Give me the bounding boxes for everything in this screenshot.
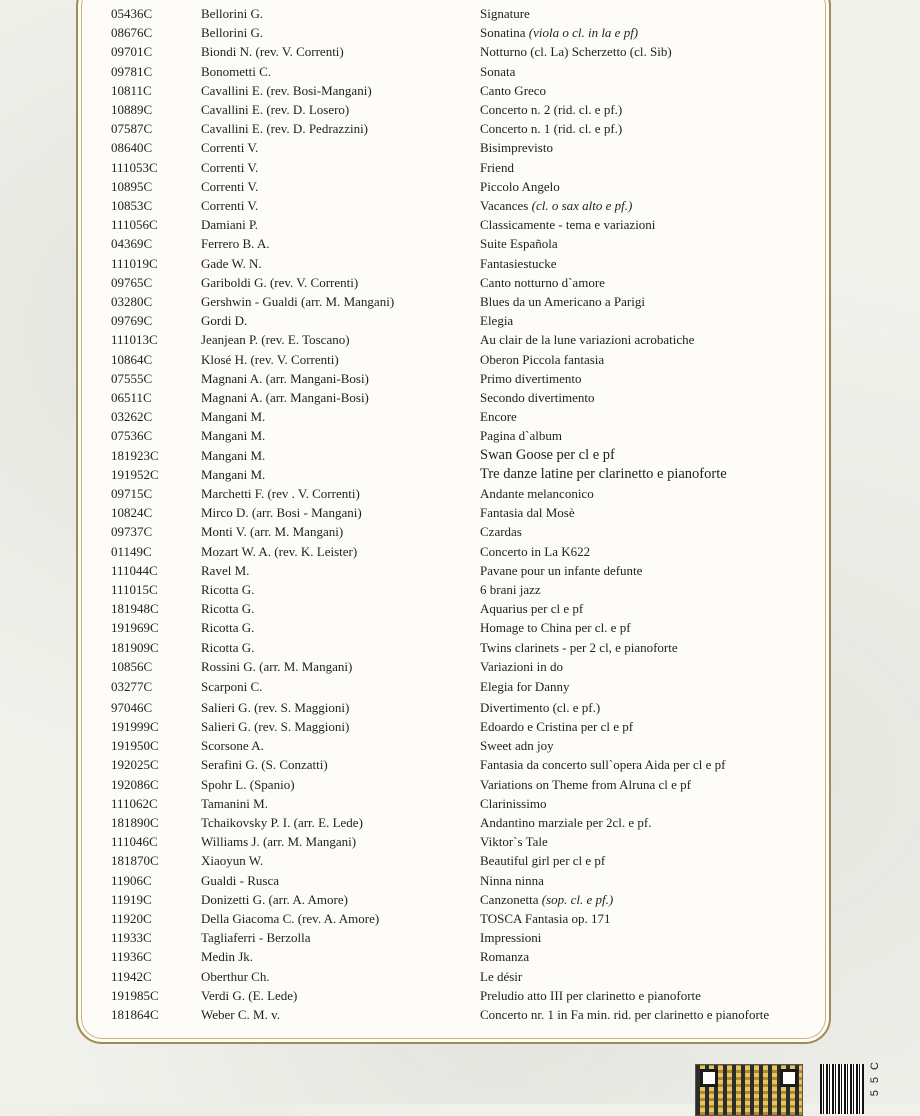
catalog-title xyxy=(480,698,600,717)
catalog-row xyxy=(0,813,920,832)
catalog-author: Ricotta G. xyxy=(201,582,255,597)
catalog-code: 10889C xyxy=(111,102,153,117)
catalog-code: 181923C xyxy=(111,447,159,463)
catalog-author: Xiaoyun W. xyxy=(201,853,264,869)
catalog-row xyxy=(0,369,920,388)
catalog-title xyxy=(480,62,515,81)
catalog-title xyxy=(480,928,541,947)
catalog-title-text: Pavane pour un infante defunte xyxy=(480,562,643,578)
catalog-title xyxy=(480,23,638,42)
catalog-code: 10853C xyxy=(111,198,153,213)
catalog-author: Ricotta G. xyxy=(201,639,255,655)
catalog-row xyxy=(0,446,920,465)
catalog-title xyxy=(480,871,544,890)
catalog-title-text: Divertimento (cl. e pf.) xyxy=(480,699,601,715)
catalog-title-text: Sonata xyxy=(480,63,516,79)
catalog-row xyxy=(0,62,920,81)
catalog-title-text: Romanza xyxy=(480,949,530,965)
catalog-title-text: Aquarius per cl e pf xyxy=(480,601,584,617)
catalog-code: 09715C xyxy=(111,486,153,501)
catalog-title xyxy=(480,561,642,580)
catalog-author: Magnani A. (arr. Mangani-Bosi) xyxy=(201,370,369,386)
catalog-row xyxy=(0,311,920,330)
catalog-row xyxy=(0,254,920,273)
catalog-title-text: Andantino marziale per 2cl. e pf. xyxy=(480,815,652,830)
catalog-author: Marchetti F. (rev . V. Correnti) xyxy=(201,486,360,501)
catalog-title-text: Oberon Piccola fantasia xyxy=(480,351,605,367)
catalog-row xyxy=(0,522,920,541)
catalog-author: Scarponi C. xyxy=(201,679,263,695)
catalog-title-text: Canto notturno d`amore xyxy=(480,274,605,290)
catalog-code: 97046C xyxy=(111,699,153,715)
catalog-code: 181864C xyxy=(111,1007,159,1022)
catalog-row xyxy=(0,832,920,851)
catalog-title-text: Impressioni xyxy=(480,930,542,946)
barcode xyxy=(820,1064,864,1114)
catalog-row xyxy=(0,561,920,580)
catalog-row xyxy=(0,717,920,736)
catalog-title-text: Suite Española xyxy=(480,236,558,252)
catalog-code: 10824C xyxy=(111,505,153,521)
catalog-code: 07587C xyxy=(111,121,153,137)
catalog-author: Bonometti C. xyxy=(201,63,272,79)
catalog-row xyxy=(0,273,920,292)
catalog-author: Spohr L. (Spanio) xyxy=(201,776,295,792)
catalog-row xyxy=(0,158,920,177)
catalog-author: Correnti V. xyxy=(201,159,259,175)
catalog-title xyxy=(480,775,691,794)
catalog-row xyxy=(0,794,920,813)
catalog-author: Correnti V. xyxy=(201,178,259,194)
catalog-row xyxy=(0,465,920,484)
catalog-row xyxy=(0,928,920,947)
catalog-title xyxy=(480,446,615,465)
catalog-title-text: Variations on Theme from Alruna cl e pf xyxy=(480,776,691,792)
catalog-author: Gershwin - Gualdi (arr. M. Mangani) xyxy=(201,294,395,309)
catalog-row xyxy=(0,484,920,503)
catalog-title-text: Concerto n. 2 (rid. cl. e pf.) xyxy=(480,102,623,117)
catalog-title-text: Fantasia dal Mosè xyxy=(480,505,575,521)
catalog-author: Verdi G. (E. Lede) xyxy=(201,987,298,1003)
catalog-title-text: Variazioni in do xyxy=(480,658,564,674)
catalog-title-note: (viola o cl. in la e pf) xyxy=(528,25,639,41)
catalog-author: Cavallini E. (rev. Bosi-Mangani) xyxy=(201,82,372,98)
catalog-title xyxy=(480,81,546,100)
catalog-row xyxy=(0,851,920,870)
catalog-title-text: Fantasia da concerto sull`opera Aida per cl e pf xyxy=(480,757,726,773)
catalog-code: 191969C xyxy=(111,620,159,636)
catalog-row xyxy=(0,350,920,369)
catalog-title xyxy=(480,215,655,234)
catalog-code: 111056C xyxy=(111,217,158,233)
catalog-title xyxy=(480,947,529,966)
catalog-title xyxy=(480,832,548,851)
catalog-code: 09765C xyxy=(111,274,153,290)
catalog-title-text: Preludio atto III per clarinetto e pianoforte xyxy=(480,987,701,1003)
catalog-row xyxy=(0,677,920,696)
catalog-row xyxy=(0,947,920,966)
catalog-code: 191950C xyxy=(111,738,159,754)
catalog-title-text: Tre danze latine per clarinetto e pianoforte xyxy=(480,465,727,482)
catalog-code: 06511C xyxy=(111,390,152,405)
catalog-code: 192025C xyxy=(111,757,159,773)
catalog-code: 05436C xyxy=(111,6,153,21)
catalog-author: Biondi N. (rev. V. Correnti) xyxy=(201,44,344,60)
catalog-title-text: Edoardo e Cristina per cl e pf xyxy=(480,719,634,734)
catalog-title-text: 6 brani jazz xyxy=(480,582,541,597)
catalog-code: 191999C xyxy=(111,719,159,734)
catalog-title-text: Elegia for Danny xyxy=(480,679,570,695)
catalog-code: 03280C xyxy=(111,294,153,309)
catalog-title xyxy=(480,407,517,426)
catalog-title xyxy=(480,330,694,349)
catalog-code: 191952C xyxy=(111,466,159,482)
catalog-title xyxy=(480,254,557,273)
catalog-title-text: Clarinissimo xyxy=(480,795,547,811)
catalog-row xyxy=(0,638,920,657)
catalog-row xyxy=(0,330,920,349)
catalog-author: Correnti V. xyxy=(201,140,259,156)
catalog-author: Salieri G. (rev. S. Maggioni) xyxy=(201,719,350,734)
catalog-title xyxy=(480,967,522,986)
catalog-code: 09701C xyxy=(111,44,153,60)
catalog-title-text: Notturno (cl. La) Scherzetto (cl. Sib) xyxy=(480,44,672,60)
catalog-code: 11919C xyxy=(111,891,152,907)
catalog-row xyxy=(0,618,920,637)
catalog-title xyxy=(480,851,605,870)
catalog-code: 111062C xyxy=(111,795,158,811)
catalog-author: Ricotta G. xyxy=(201,601,255,617)
catalog-author: Serafini G. (S. Conzatti) xyxy=(201,757,328,773)
catalog-title xyxy=(480,813,651,832)
catalog-code: 11942C xyxy=(111,968,152,984)
catalog-row xyxy=(0,196,920,215)
catalog-row xyxy=(0,138,920,157)
catalog-title-note: (sop. cl. e pf.) xyxy=(541,891,614,907)
catalog-title-text: Swan Goose per cl e pf xyxy=(480,446,615,463)
catalog-code: 09769C xyxy=(111,313,153,329)
catalog-title xyxy=(480,196,632,215)
catalog-title-text: Viktor`s Tale xyxy=(480,834,548,850)
catalog-author: Damiani P. xyxy=(201,217,259,233)
catalog-author: Della Giacoma C. (rev. A. Amore) xyxy=(201,911,380,926)
catalog-title xyxy=(480,755,725,774)
catalog-code: 11936C xyxy=(111,949,152,965)
catalog-code: 11933C xyxy=(111,930,152,946)
catalog-author: Gade W. N. xyxy=(201,255,262,271)
catalog-author: Mirco D. (arr. Bosi - Mangani) xyxy=(201,505,362,521)
catalog-title xyxy=(480,522,522,541)
catalog-row xyxy=(0,755,920,774)
catalog-author: Correnti V. xyxy=(201,198,259,213)
catalog-author: Ferrero B. A. xyxy=(201,236,270,252)
catalog-author: Oberthur Ch. xyxy=(201,968,270,984)
catalog-author: Weber C. M. v. xyxy=(201,1007,280,1022)
catalog-title xyxy=(480,426,562,445)
catalog-title-text: Secondo divertimento xyxy=(480,390,595,405)
catalog-row xyxy=(0,42,920,61)
catalog-code: 111019C xyxy=(111,255,158,271)
catalog-title-text: Fantasiestucke xyxy=(480,255,557,271)
catalog-title-text: Signature xyxy=(480,6,530,21)
catalog-title-text: Au clair de la lune variazioni acrobatiche xyxy=(480,332,695,348)
catalog-title-note: (cl. o sax alto e pf.) xyxy=(531,198,633,213)
catalog-title xyxy=(480,599,583,618)
catalog-title-text: Beautiful girl per cl e pf xyxy=(480,853,606,869)
catalog-row xyxy=(0,177,920,196)
catalog-title-text: Sweet adn joy xyxy=(480,738,554,754)
catalog-code: 10864C xyxy=(111,351,153,367)
catalog-title-text: Blues da un Americano a Parigi xyxy=(480,294,645,309)
catalog-title-text: Le désir xyxy=(480,968,523,984)
catalog-code: 181890C xyxy=(111,815,159,830)
catalog-row xyxy=(0,871,920,890)
catalog-title-text: TOSCA Fantasia op. 171 xyxy=(480,911,611,926)
catalog-row xyxy=(0,503,920,522)
catalog-author: Mangani M. xyxy=(201,466,266,482)
catalog-code: 10856C xyxy=(111,658,153,674)
catalog-title xyxy=(480,909,611,928)
catalog-author: Medin Jk. xyxy=(201,949,253,965)
catalog-title xyxy=(480,4,530,23)
catalog-row xyxy=(0,23,920,42)
catalog-row xyxy=(0,407,920,426)
catalog-code: 11906C xyxy=(111,872,152,888)
catalog-code: 181870C xyxy=(111,853,159,869)
qr-code xyxy=(695,1064,803,1116)
catalog-title xyxy=(480,311,513,330)
catalog-title xyxy=(480,890,613,909)
catalog-row xyxy=(0,542,920,561)
catalog-author: Bellorini G. xyxy=(201,6,264,21)
catalog-code: 10811C xyxy=(111,82,152,98)
catalog-row xyxy=(0,234,920,253)
catalog-author: Mangani M. xyxy=(201,428,266,444)
catalog-code: 111015C xyxy=(111,582,158,597)
catalog-title xyxy=(480,736,554,755)
catalog-author: Donizetti G. (arr. A. Amore) xyxy=(201,891,348,907)
catalog-row xyxy=(0,580,920,599)
catalog-row xyxy=(0,986,920,1005)
catalog-author: Ricotta G. xyxy=(201,620,255,636)
catalog-title xyxy=(480,158,514,177)
catalog-author: Tchaikovsky P. I. (arr. E. Lede) xyxy=(201,815,363,830)
catalog-row xyxy=(0,4,920,23)
catalog-author: Mangani M. xyxy=(201,409,266,425)
catalog-title xyxy=(480,580,541,599)
catalog-row xyxy=(0,657,920,676)
catalog-row xyxy=(0,890,920,909)
catalog-row xyxy=(0,119,920,138)
catalog-title-text: Classicamente - tema e variazioni xyxy=(480,217,656,233)
catalog-code: 181909C xyxy=(111,639,159,655)
catalog-title xyxy=(480,484,594,503)
catalog-code: 09737C xyxy=(111,524,153,540)
catalog-title-text: Friend xyxy=(480,159,514,175)
catalog-title xyxy=(480,638,678,657)
catalog-row xyxy=(0,967,920,986)
catalog-title-text: Pagina d`album xyxy=(480,428,562,444)
catalog-row xyxy=(0,736,920,755)
catalog-author: Bellorini G. xyxy=(201,25,264,41)
qr-finder-icon xyxy=(780,1069,798,1087)
catalog-title-text: Bisimprevisto xyxy=(480,140,553,156)
catalog-title xyxy=(480,369,581,388)
catalog-title-text: Ninna ninna xyxy=(480,872,544,888)
catalog-code: 03262C xyxy=(111,409,153,425)
catalog-title xyxy=(480,234,558,253)
catalog-title xyxy=(480,273,605,292)
catalog-row xyxy=(0,215,920,234)
catalog-code: 04369C xyxy=(111,236,153,252)
catalog-author: Mozart W. A. (rev. K. Leister) xyxy=(201,543,358,559)
catalog-row xyxy=(0,698,920,717)
catalog-title xyxy=(480,986,701,1005)
catalog-title xyxy=(480,465,727,484)
catalog-author: Monti V. (arr. M. Mangani) xyxy=(201,524,344,540)
catalog-title xyxy=(480,657,563,676)
catalog-title xyxy=(480,138,553,157)
catalog-code: 08640C xyxy=(111,140,153,156)
catalog-title-text: Twins clarinets - per 2 cl, e pianoforte xyxy=(480,639,678,655)
catalog-title-text: Encore xyxy=(480,409,517,425)
catalog-code: 09781C xyxy=(111,63,153,79)
catalog-title-text: Czardas xyxy=(480,524,522,540)
catalog-row xyxy=(0,775,920,794)
catalog-title-text: Primo divertimento xyxy=(480,370,582,386)
catalog-title xyxy=(480,388,594,407)
catalog-code: 10895C xyxy=(111,178,153,194)
catalog-row xyxy=(0,1005,920,1024)
catalog-code: 01149C xyxy=(111,543,152,559)
catalog-title xyxy=(480,1005,769,1024)
catalog-title xyxy=(480,503,575,522)
catalog-author: Klosé H. (rev. V. Correnti) xyxy=(201,351,339,367)
catalog-row xyxy=(0,100,920,119)
catalog-code: 111053C xyxy=(111,159,158,175)
catalog-code: 181948C xyxy=(111,601,159,617)
catalog-author: Mangani M. xyxy=(201,447,266,463)
catalog-title-text: Concerto n. 1 (rid. cl. e pf.) xyxy=(480,121,623,137)
catalog-title xyxy=(480,542,590,561)
catalog-title-text: Homage to China per cl. e pf xyxy=(480,620,631,636)
catalog-row xyxy=(0,292,920,311)
catalog-title-text: Canto Greco xyxy=(480,82,547,98)
catalog-code: 111013C xyxy=(111,332,158,348)
catalog-title xyxy=(480,177,560,196)
catalog-title-text: Andante melanconico xyxy=(480,486,594,501)
catalog-title xyxy=(480,42,672,61)
qr-finder-icon xyxy=(700,1069,718,1087)
catalog-author: Tamanini M. xyxy=(201,795,268,811)
catalog-title-text: Vacances xyxy=(480,198,529,213)
catalog-author: Cavallini E. (rev. D. Pedrazzini) xyxy=(201,121,369,137)
catalog-author: Jeanjean P. (rev. E. Toscano) xyxy=(201,332,350,348)
catalog-author: Scorsone A. xyxy=(201,738,264,754)
catalog-title xyxy=(480,100,622,119)
catalog-code: 191985C xyxy=(111,987,159,1003)
catalog-author: Gualdi - Rusca xyxy=(201,872,279,888)
catalog-title xyxy=(480,119,622,138)
catalog-title-text: Elegia xyxy=(480,313,514,329)
catalog-code: 07555C xyxy=(111,370,153,386)
catalog-title-text: Concerto in La K622 xyxy=(480,543,591,559)
catalog-title xyxy=(480,618,631,637)
catalog-title-text: Sonatina xyxy=(480,25,526,41)
catalog-title xyxy=(480,717,633,736)
catalog-author: Rossini G. (arr. M. Mangani) xyxy=(201,658,353,674)
catalog-code: 07536C xyxy=(111,428,153,444)
catalog-code: 111046C xyxy=(111,834,158,850)
catalog-row xyxy=(0,81,920,100)
catalog-author: Salieri G. (rev. S. Maggioni) xyxy=(201,699,350,715)
barcode-text: 5 5 C xyxy=(869,1060,881,1097)
catalog-row xyxy=(0,426,920,445)
catalog-code: 08676C xyxy=(111,25,153,41)
catalog-author: Tagliaferri - Berzolla xyxy=(201,930,311,946)
catalog-author: Cavallini E. (rev. D. Losero) xyxy=(201,102,350,117)
catalog-title-text: Concerto nr. 1 in Fa min. rid. per clarinetto e pianoforte xyxy=(480,1007,770,1022)
catalog-row xyxy=(0,388,920,407)
catalog-title xyxy=(480,794,546,813)
catalog-code: 11920C xyxy=(111,911,152,926)
catalog-code: 192086C xyxy=(111,776,159,792)
catalog-code: 111044C xyxy=(111,562,158,578)
catalog-author: Williams J. (arr. M. Mangani) xyxy=(201,834,357,850)
catalog-author: Ravel M. xyxy=(201,562,250,578)
catalog-title-text: Piccolo Angelo xyxy=(480,178,560,194)
catalog-author: Gariboldi G. (rev. V. Correnti) xyxy=(201,274,359,290)
catalog-author: Magnani A. (arr. Mangani-Bosi) xyxy=(201,390,369,405)
catalog-title xyxy=(480,292,645,311)
catalog-title-text: Canzonetta xyxy=(480,891,539,907)
catalog-row xyxy=(0,599,920,618)
catalog-title xyxy=(480,677,570,696)
catalog-code: 03277C xyxy=(111,679,153,695)
catalog-row xyxy=(0,909,920,928)
catalog-author: Gordi D. xyxy=(201,313,248,329)
catalog-title xyxy=(480,350,604,369)
